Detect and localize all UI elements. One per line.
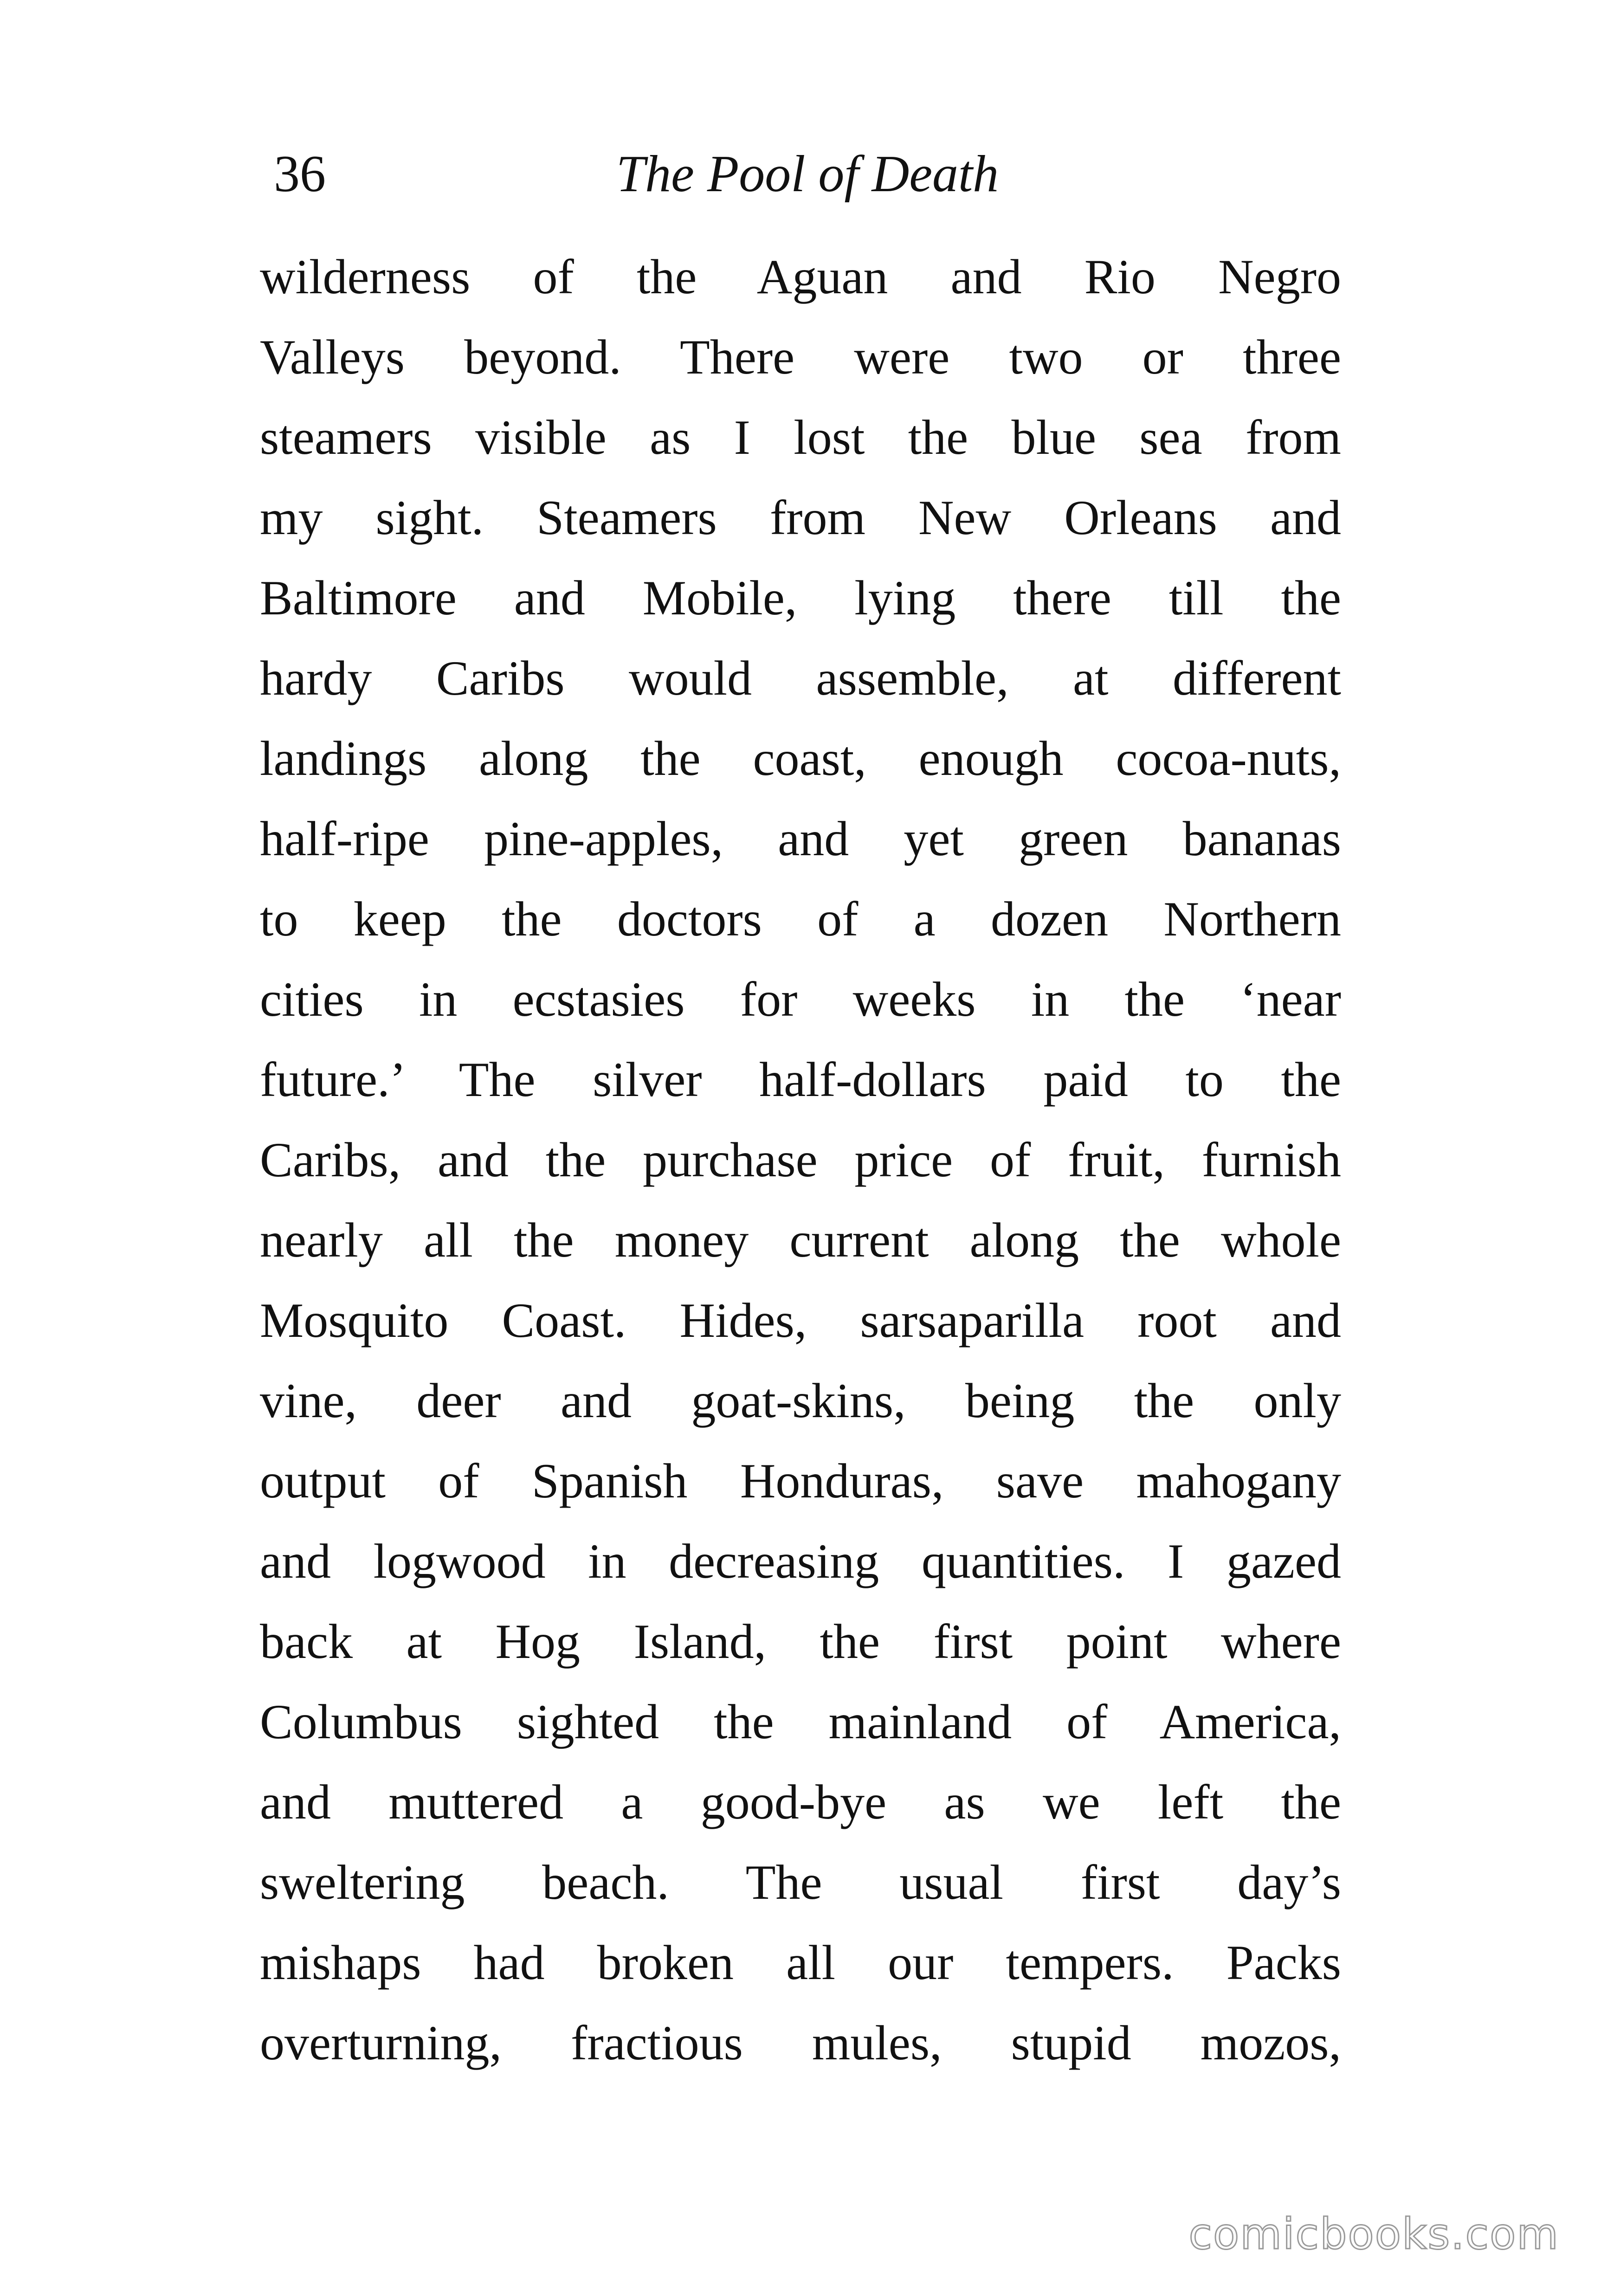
- text-line: back at Hog Island, the first point where: [260, 1614, 1341, 1669]
- page-header: [274, 139, 1341, 209]
- text-line: sweltering beach. The usual first day’s: [260, 1855, 1341, 1909]
- text-line: Baltimore and Mobile, lying there till the: [260, 571, 1341, 625]
- text-line: mishaps had broken all our tempers. Packs: [260, 1935, 1341, 1990]
- text-line: steamers visible as I lost the blue sea from: [260, 410, 1341, 464]
- text-line: Columbus sighted the mainland of America,: [260, 1695, 1341, 1749]
- text-line: future.’ The silver half-dollars paid to the: [260, 1052, 1341, 1107]
- text-line: and logwood in decreasing quantities. I gazed: [260, 1534, 1341, 1588]
- body-text: [260, 237, 1341, 2083]
- text-line: vine, deer and goat-skins, being the only: [260, 1374, 1341, 1428]
- watermark: comicbooks.com: [1188, 2209, 1559, 2259]
- text-line: hardy Caribs would assemble, at different: [260, 651, 1341, 705]
- text-line: output of Spanish Honduras, save mahogany: [260, 1454, 1341, 1508]
- text-line: nearly all the money current along the whole: [260, 1213, 1341, 1267]
- running-title: The Pool of Death: [616, 145, 999, 203]
- text-line: half-ripe pine-apples, and yet green bananas: [260, 812, 1341, 866]
- text-line: to keep the doctors of a dozen Northern: [260, 892, 1341, 946]
- text-line: Caribs, and the purchase price of fruit, furnish: [260, 1133, 1341, 1187]
- text-line: wilderness of the Aguan and Rio Negro: [260, 250, 1341, 304]
- text-line: landings along the coast, enough cocoa-nuts,: [260, 731, 1341, 786]
- text-line: Valleys beyond. There were two or three: [260, 330, 1341, 384]
- text-line: Mosquito Coast. Hides, sarsaparilla root and: [260, 1293, 1341, 1348]
- text-line: cities in ecstasies for weeks in the ‘near: [260, 972, 1341, 1026]
- text-line: overturning, fractious mules, stupid mozos,: [260, 2016, 1341, 2070]
- page-number: 36: [274, 145, 326, 203]
- text-line: my sight. Steamers from New Orleans and: [260, 490, 1341, 545]
- text-line: and muttered a good-bye as we left the: [260, 1775, 1341, 1829]
